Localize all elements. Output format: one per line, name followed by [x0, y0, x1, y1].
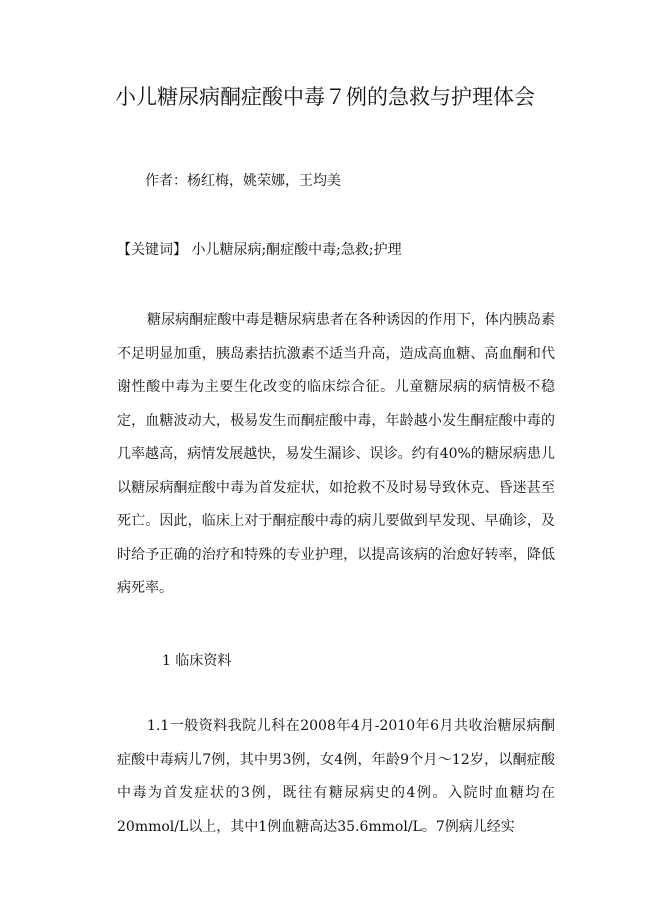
keywords-text: 小儿糖尿病;酮症酸中毒;急救;护理 — [187, 242, 402, 258]
keywords-label: 【关键词】 — [117, 242, 187, 258]
document-title: 小儿糖尿病酮症酸中毒７例的急救与护理体会 — [115, 85, 535, 109]
keywords-line — [117, 240, 402, 260]
intro-paragraph: 糖尿病酮症酸中毒是糖尿病患者在各种诱因的作用下，体内胰岛素不足明显加重，胰岛素拮抗激素不适当升高，造成高血糖、高血酮和代谢性酸中毒为主要生化改变的临床综合征。儿童糖尿病的病情极不稳定，血糖波动大，极易发生而酮症酸中毒，年龄越小发生酮症酸中毒的几率越高，病情发展越快，易发生漏诊、误诊。约有40%的糖尿病患儿以糖尿病酮症酸中毒为首发症状，如抢救不及时易导致休克、昏迷甚至死亡。因此，临床上对于酮症酸中毒的病儿要做到早发现、早确诊，及时给予正确的治疗和特殊的专业护理，以提高该病的治愈好转率，降低病死率。 — [117, 312, 555, 596]
author-line: 作者：杨红梅，姚荣娜，王均美 — [145, 173, 341, 189]
general-data-paragraph: 1.1一般资料我院儿科在2008年4月-2010年6月共收治糖尿病酮症酸中毒病儿7例，其中男3例，女4例，年龄9个月～12岁，以酮症酸中毒为首发症状的3例，既往有糖尿病史的4例。入院时血糖均在20mmol/L以上，其中1例血糖高达35.6mmol/L。7例病儿经实 — [117, 718, 555, 835]
section-heading: 1 临床资料 — [162, 653, 232, 669]
